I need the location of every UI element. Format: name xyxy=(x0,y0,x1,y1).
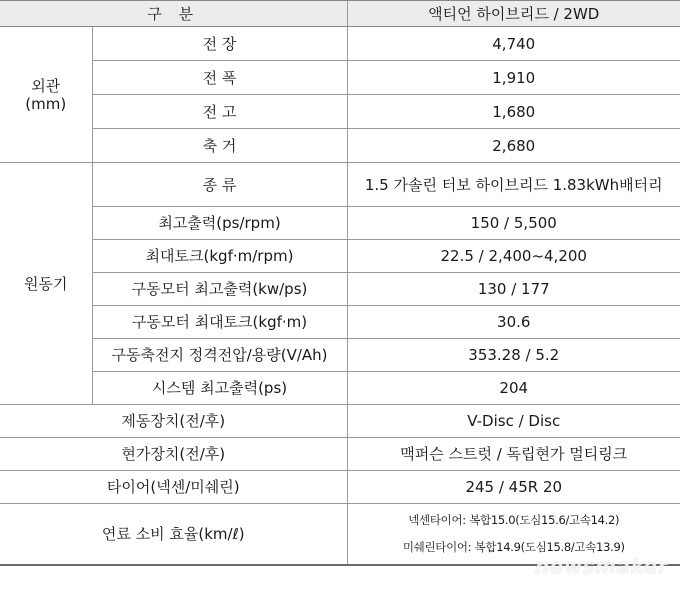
fuel-michelin: 미쉐린타이어: 복합14.9(도심15.8/고속13.9) xyxy=(402,540,625,554)
row-label-motor-torque: 구동모터 최대토크(kgf·m) xyxy=(92,306,347,339)
header-row xyxy=(0,1,680,27)
row-label-max-power: 최고출력(ps/rpm) xyxy=(92,207,347,240)
table-row xyxy=(0,306,680,339)
row-value-width: 1,910 xyxy=(347,61,680,95)
table-row xyxy=(0,95,680,129)
table-row xyxy=(0,339,680,372)
table-row xyxy=(0,240,680,273)
row-label-fuel-efficiency: 연료 소비 효율(km/ℓ) xyxy=(0,504,347,566)
group-powertrain: 원동기 xyxy=(0,163,92,405)
table-row xyxy=(0,61,680,95)
table-row xyxy=(0,207,680,240)
row-label-wheelbase: 축 거 xyxy=(92,129,347,163)
table-row xyxy=(0,438,680,471)
row-label-tires: 타이어(넥센/미쉐린) xyxy=(0,471,347,504)
table-row xyxy=(0,273,680,306)
row-value-system-power: 204 xyxy=(347,372,680,405)
row-label-max-torque: 최대토크(kgf·m/rpm) xyxy=(92,240,347,273)
row-value-length: 4,740 xyxy=(347,27,680,61)
group-exterior: 외관 (mm) xyxy=(0,27,92,163)
row-label-motor-power: 구동모터 최고출력(kw/ps) xyxy=(92,273,347,306)
row-value-motor-torque: 30.6 xyxy=(347,306,680,339)
row-label-length: 전 장 xyxy=(92,27,347,61)
table-row xyxy=(0,504,680,566)
row-label-suspension: 현가장치(전/후) xyxy=(0,438,347,471)
row-value-fuel-efficiency xyxy=(347,504,680,566)
table-row xyxy=(0,129,680,163)
row-value-engine-type: 1.5 가솔린 터보 하이브리드 1.83kWh배터리 xyxy=(347,163,680,207)
table-row xyxy=(0,405,680,438)
row-label-battery: 구동축전지 정격전압/용량(V/Ah) xyxy=(92,339,347,372)
row-value-max-torque: 22.5 / 2,400~4,200 xyxy=(347,240,680,273)
fuel-nexen: 넥센타이어: 복합15.0(도심15.6/고속14.2) xyxy=(408,513,620,527)
table-row xyxy=(0,372,680,405)
table-row xyxy=(0,471,680,504)
watermark: newsmaker xyxy=(534,554,668,578)
row-value-wheelbase: 2,680 xyxy=(347,129,680,163)
table-row xyxy=(0,27,680,61)
row-value-suspension: 맥퍼슨 스트럿 / 독립현가 멀티링크 xyxy=(347,438,680,471)
header-category: 구 분 xyxy=(0,1,347,27)
row-label-brakes: 제동장치(전/후) xyxy=(0,405,347,438)
row-value-brakes: V-Disc / Disc xyxy=(347,405,680,438)
header-model: 액티언 하이브리드 / 2WD xyxy=(347,1,680,27)
row-value-max-power: 150 / 5,500 xyxy=(347,207,680,240)
row-label-system-power: 시스템 최고출력(ps) xyxy=(92,372,347,405)
row-label-width: 전 폭 xyxy=(92,61,347,95)
row-label-engine-type: 종 류 xyxy=(92,163,347,207)
row-value-motor-power: 130 / 177 xyxy=(347,273,680,306)
row-value-tires: 245 / 45R 20 xyxy=(347,471,680,504)
table-row xyxy=(0,163,680,207)
row-label-height: 전 고 xyxy=(92,95,347,129)
row-value-battery: 353.28 / 5.2 xyxy=(347,339,680,372)
row-value-height: 1,680 xyxy=(347,95,680,129)
